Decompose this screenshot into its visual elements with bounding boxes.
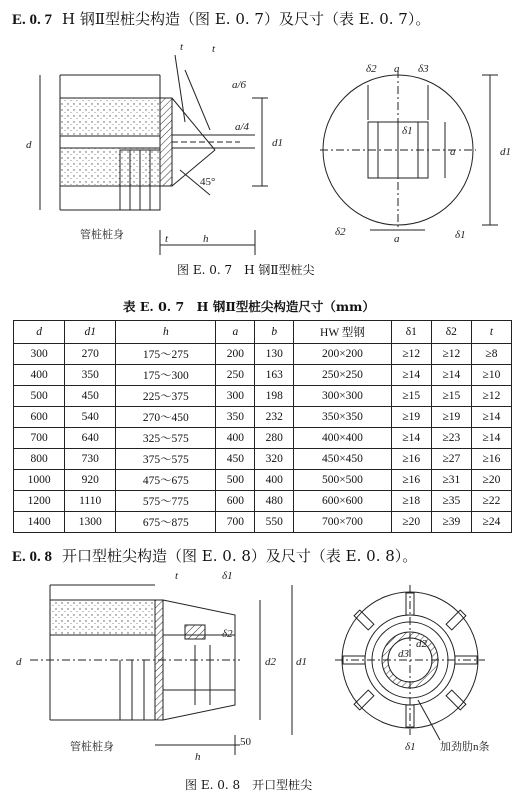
table-cell: ≥27: [431, 449, 471, 470]
table-cell: ≥20: [391, 512, 431, 533]
table-cell: 280: [255, 428, 294, 449]
table-cell: 198: [255, 386, 294, 407]
fig07-label-delta2-bottom: δ2: [335, 226, 346, 238]
table-cell: 325～575: [116, 428, 216, 449]
table-cell: 232: [255, 407, 294, 428]
table-cell: 500: [14, 386, 65, 407]
table-cell: ≥15: [431, 386, 471, 407]
table-cell: 550: [255, 512, 294, 533]
table-cell: ≥22: [471, 491, 511, 512]
table-cell: 1400: [14, 512, 65, 533]
table-e07-header-cell: h: [116, 321, 216, 344]
table-cell: 270: [65, 344, 116, 365]
table-cell: ≥14: [431, 365, 471, 386]
table-cell: 400: [14, 365, 65, 386]
fig08-label-d1: d1: [296, 656, 307, 668]
figure-e07-caption: 图 E. 0. 7 H 钢Ⅱ型桩尖: [177, 263, 315, 277]
table-cell: 540: [65, 407, 116, 428]
table-cell: ≥16: [391, 449, 431, 470]
table-cell: ≥35: [431, 491, 471, 512]
fig08-label-d3: d3: [398, 648, 409, 660]
fig07-label-a-bottom: a: [394, 233, 400, 245]
fig07-label-t2: t: [212, 43, 216, 55]
table-e07-header-cell: δ2: [431, 321, 471, 344]
table-cell: 920: [65, 470, 116, 491]
table-cell: 175～300: [116, 365, 216, 386]
table-cell: ≥14: [391, 365, 431, 386]
fig08-label-t: t: [175, 570, 179, 582]
table-e07-header-cell: t: [471, 321, 511, 344]
table-cell: 270～450: [116, 407, 216, 428]
figure-e07-drawing: [0, 30, 525, 280]
table-cell: 400×400: [294, 428, 392, 449]
table-row: [14, 386, 512, 407]
table-cell: 400: [216, 428, 255, 449]
fig07-label-a: a: [394, 63, 400, 75]
section-e07-number: E. 0. 7: [12, 12, 53, 28]
table-e07-header-cell: b: [255, 321, 294, 344]
fig07-label-d1-right: d1: [500, 146, 511, 158]
table-cell: ≥12: [431, 344, 471, 365]
table-cell: 163: [255, 365, 294, 386]
table-cell: 250×250: [294, 365, 392, 386]
fig07-label-delta3: δ3: [418, 63, 429, 75]
section-e07-heading: [12, 8, 430, 29]
table-cell: 350: [65, 365, 116, 386]
table-cell: ≥14: [471, 428, 511, 449]
figure-e08-caption: 图 E. 0. 8 开口型桩尖: [185, 778, 313, 792]
table-cell: ≥14: [471, 407, 511, 428]
fig07-label-delta1: δ1: [402, 125, 413, 137]
section-e08-heading: [12, 545, 417, 566]
table-e07-header-row: [14, 321, 512, 344]
fig07-label-h: h: [203, 233, 209, 245]
table-row: [14, 512, 512, 533]
table-cell: 200: [216, 344, 255, 365]
table-cell: 200×200: [294, 344, 392, 365]
table-cell: 475～675: [116, 470, 216, 491]
table-cell: ≥14: [391, 428, 431, 449]
section-e08-number: E. 0. 8: [12, 549, 53, 565]
table-cell: 450: [216, 449, 255, 470]
table-cell: ≥23: [431, 428, 471, 449]
table-cell: 1110: [65, 491, 116, 512]
table-row: [14, 449, 512, 470]
fig08-label-d: d: [16, 656, 22, 668]
table-row: [14, 365, 512, 386]
table-cell: 375～575: [116, 449, 216, 470]
table-cell: 700: [216, 512, 255, 533]
fig08-label-delta2: δ2: [222, 628, 233, 640]
fig07-label-pile-body: 管桩桩身: [80, 229, 124, 241]
table-cell: 1200: [14, 491, 65, 512]
figure-e08-drawing: [0, 565, 525, 765]
table-e07-title: 表 E. 0. 7 H 钢Ⅱ型桩尖构造尺寸（mm）: [123, 299, 375, 314]
fig08-label-50: 50: [240, 736, 251, 748]
table-row: [14, 491, 512, 512]
table-cell: 300: [216, 386, 255, 407]
table-cell: 480: [255, 491, 294, 512]
section-e07-text: H 钢Ⅱ型桩尖构造（图 E. 0. 7）及尺寸（表 E. 0. 7）。: [62, 10, 431, 28]
table-row: [14, 470, 512, 491]
table-row: [14, 428, 512, 449]
table-e07: [13, 320, 512, 533]
fig08-label-pile-body: 管桩桩身: [70, 741, 114, 753]
table-cell: ≥20: [471, 470, 511, 491]
table-cell: 575～775: [116, 491, 216, 512]
table-cell: 640: [65, 428, 116, 449]
table-cell: 175～275: [116, 344, 216, 365]
fig07-label-delta2: δ2: [366, 63, 377, 75]
fig08-label-d2-circle: d2: [416, 638, 427, 650]
table-cell: 1300: [65, 512, 116, 533]
table-e07-header-cell: d: [14, 321, 65, 344]
table-cell: 675～875: [116, 512, 216, 533]
table-cell: ≥8: [471, 344, 511, 365]
section-e08-text: 开口型桩尖构造（图 E. 0. 8）及尺寸（表 E. 0. 8）。: [62, 547, 418, 565]
fig08-label-h: h: [195, 751, 201, 763]
table-cell: 600: [14, 407, 65, 428]
table-cell: 700×700: [294, 512, 392, 533]
table-cell: ≥19: [391, 407, 431, 428]
table-cell: 600: [216, 491, 255, 512]
table-e07-header-cell: d1: [65, 321, 116, 344]
table-cell: 320: [255, 449, 294, 470]
table-cell: 130: [255, 344, 294, 365]
fig07-label-delta1-bottom: δ1: [455, 229, 466, 241]
table-cell: 600×600: [294, 491, 392, 512]
table-cell: 1000: [14, 470, 65, 491]
fig08-label-delta1: δ1: [222, 570, 233, 582]
table-row: [14, 344, 512, 365]
fig07-label-t: t: [180, 41, 184, 53]
table-cell: ≥24: [471, 512, 511, 533]
fig08-label-d2: d2: [265, 656, 276, 668]
table-e07-header-cell: δ1: [391, 321, 431, 344]
table-cell: ≥16: [391, 470, 431, 491]
table-cell: 500×500: [294, 470, 392, 491]
table-cell: ≥19: [431, 407, 471, 428]
table-cell: ≥16: [471, 449, 511, 470]
fig07-label-t3: t: [165, 233, 169, 245]
table-cell: ≥15: [391, 386, 431, 407]
table-cell: 250: [216, 365, 255, 386]
table-cell: 700: [14, 428, 65, 449]
table-cell: 730: [65, 449, 116, 470]
table-cell: 350×350: [294, 407, 392, 428]
table-cell: 500: [216, 470, 255, 491]
table-cell: ≥18: [391, 491, 431, 512]
table-cell: 800: [14, 449, 65, 470]
fig07-label-angle: 45°: [200, 176, 216, 188]
table-cell: 225～375: [116, 386, 216, 407]
fig07-label-a-vert: a: [450, 146, 456, 158]
fig08-label-stiffener: 加劲肋n条: [440, 741, 490, 753]
fig07-label-a4: a/4: [235, 121, 250, 133]
table-cell: ≥39: [431, 512, 471, 533]
fig07-label-d: d: [26, 139, 32, 151]
table-cell: 300×300: [294, 386, 392, 407]
fig07-label-d1: d1: [272, 137, 283, 149]
table-e07-header-cell: a: [216, 321, 255, 344]
table-cell: 400: [255, 470, 294, 491]
table-e07-body: [14, 344, 512, 533]
table-cell: ≥10: [471, 365, 511, 386]
table-cell: ≥12: [471, 386, 511, 407]
fig07-label-a6: a/6: [232, 79, 247, 91]
table-cell: 300: [14, 344, 65, 365]
table-row: [14, 407, 512, 428]
fig08-label-delta1-bottom: δ1: [405, 741, 416, 753]
table-e07-header-cell: HW 型钢: [294, 321, 392, 344]
table-cell: ≥31: [431, 470, 471, 491]
table-cell: 350: [216, 407, 255, 428]
table-cell: 450: [65, 386, 116, 407]
table-cell: ≥12: [391, 344, 431, 365]
table-cell: 450×450: [294, 449, 392, 470]
